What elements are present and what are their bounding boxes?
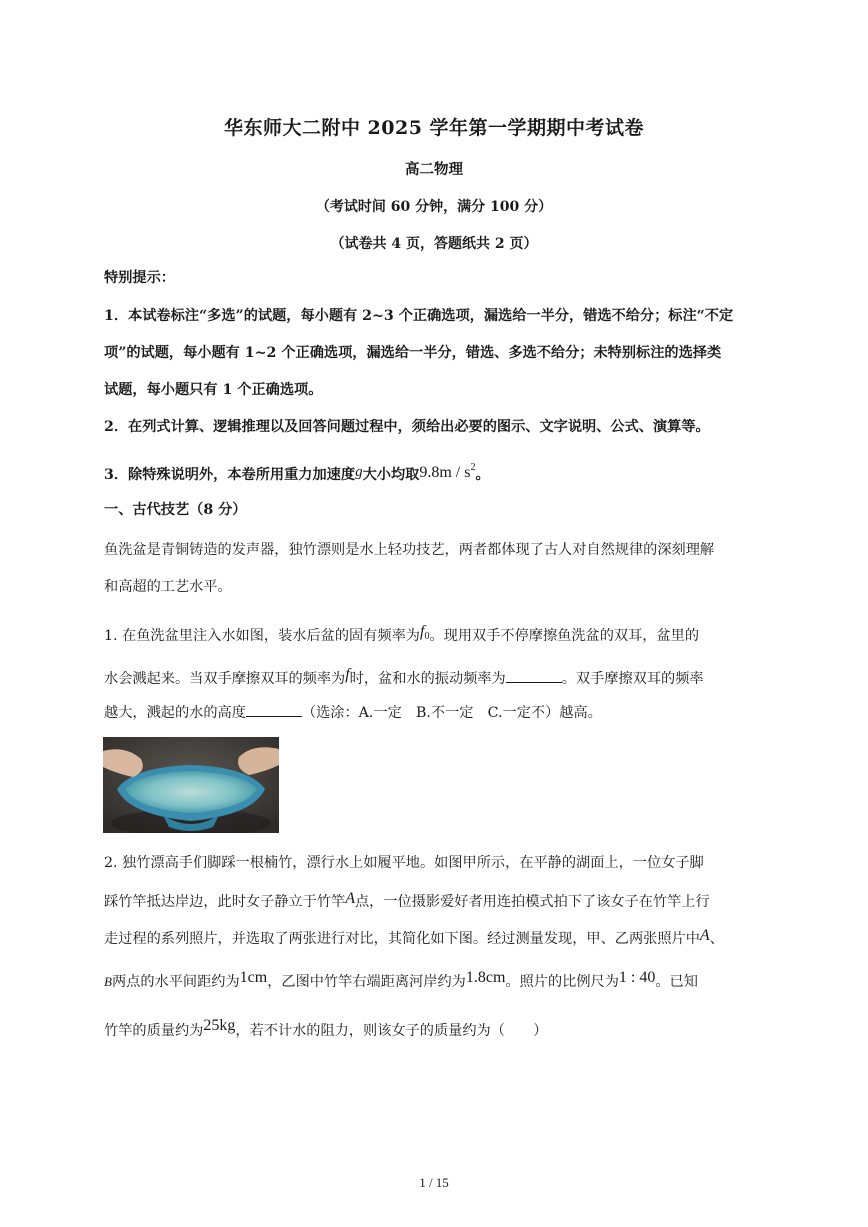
question-2-text-g: 。照片的比例尺为 <box>505 974 619 990</box>
question-2-line-5 <box>104 1016 784 1041</box>
question-1-text-g: （选涂：A.一定 B.不一定 C.一定不）越高。 <box>301 705 602 721</box>
bamboo-mass: 25kg <box>203 1017 236 1034</box>
time-info: （考试时间 60 分钟，满分 100 分） <box>315 199 553 215</box>
question-2-text-d: 、 <box>709 931 724 947</box>
notice-item-3-pre: 3．除特殊说明外，本卷所用重力加速度 <box>104 467 356 483</box>
question-2-text-a: 踩竹竿抵达岸边，此时女子静立于竹竿 <box>104 894 346 910</box>
question-1-text-f: 越大，溅起的水的高度 <box>104 705 246 721</box>
exam-title: 华东师大二附中 2025 学年第一学期期中考试卷 <box>223 117 645 139</box>
question-2-line-1: 2. 独竹漂高手们脚踩一根楠竹，漂行水上如履平地。如图甲所示，在平静的湖面上，一位女子脚 <box>104 855 704 871</box>
question-1-line-2 <box>104 665 784 689</box>
question-1-text-a: 1. 在鱼洗盆里注入水如图，装水后盆的固有频率为 <box>104 628 420 644</box>
section-1-intro-line-2: 和高超的工艺水平。 <box>104 579 232 595</box>
distance-to-shore: 1.8cm <box>465 969 506 986</box>
question-1-text-b: 。现用双手不停摩擦鱼洗盆的双耳，盆里的 <box>429 628 700 644</box>
question-2-text-c: 走过程的系列照片，并选取了两张进行对比，其简化如下图。经过测量发现，甲、乙两张照片中 <box>104 931 700 947</box>
rub-frequency-symbol: f <box>345 666 350 683</box>
notice-item-2: 2．在列式计算、逻辑推理以及回答问题过程中，须给出必要的图示、文字说明、公式、演算等。 <box>104 419 710 435</box>
notice-item-1-line-2: 项”的试题，每小题有 1~2 个正确选项，漏选给一半分，错选、多选不给分；未特别标注的选择类 <box>104 345 722 361</box>
question-2-text-h: 。已知 <box>655 974 698 990</box>
section-1-intro-line-1: 鱼洗盆是青铜铸造的发声器，独竹漂则是水上轻功技艺，两者都体现了古人对自然规律的深刻理解 <box>104 542 715 558</box>
question-1-text-c: 水会溅起来。当双手摩擦双耳的频率为 <box>104 671 346 687</box>
gravity-value-exponent: 2 <box>470 462 476 473</box>
gravity-symbol: g <box>355 464 363 480</box>
distance-ab: 1cm <box>239 969 268 986</box>
section-1-heading: 一、古代技艺（8 分） <box>104 502 247 518</box>
point-b-label: B <box>104 974 112 989</box>
question-1-text-e: 。双手摩擦双耳的频率 <box>561 671 704 687</box>
answer-blank-2[interactable] <box>246 702 302 717</box>
question-1-line-1 <box>104 622 784 647</box>
question-1-text-d: 时，盆和水的振动频率为 <box>349 671 506 687</box>
subject-title: 高二物理 <box>405 161 463 178</box>
question-2-text-b: 点，一位摄影爱好者用连拍模式拍下了该女子在竹竿上行 <box>354 894 710 910</box>
gravity-value <box>419 464 475 481</box>
photo-scale: 1 : 40 <box>618 969 656 986</box>
point-a-label: A <box>345 890 355 907</box>
page-number: 1 / 15 <box>419 1175 449 1190</box>
notice-item-1-line-1: 1．本试卷标注“多选”的试题，每小题有 2~3 个正确选项，漏选给一半分，错选不给分；标注“不定 <box>104 308 734 324</box>
fish-basin-photo <box>103 737 279 833</box>
notice-item-3 <box>104 458 784 485</box>
question-1-line-3 <box>104 702 784 723</box>
notice-item-1-line-3: 试题，每小题只有 1 个正确选项。 <box>104 382 323 398</box>
question-2-text-e: 两点的水平间距约为 <box>111 974 240 990</box>
point-a-label-2: A <box>699 927 710 944</box>
notice-item-3-mid: 大小均取 <box>362 467 420 483</box>
notice-item-3-end: 。 <box>475 467 490 483</box>
fish-basin-illustration <box>103 737 279 833</box>
answer-blank-1[interactable] <box>506 668 562 683</box>
natural-frequency-base: f <box>420 623 425 640</box>
pages-info: （试卷共 4 页，答题纸共 2 页） <box>330 236 538 252</box>
question-2-text-i: 竹竿的质量约为 <box>104 1023 204 1039</box>
question-2-text-f: ，乙图中竹竿右端距离河岸约为 <box>267 974 466 990</box>
notice-heading: 特别提示： <box>104 270 175 286</box>
natural-frequency-subscript: 0 <box>424 631 430 642</box>
question-2-line-4 <box>104 968 784 992</box>
question-2-line-2 <box>104 889 784 912</box>
gravity-value-text: 9.8m / s <box>419 464 471 481</box>
question-2-line-3 <box>104 926 784 949</box>
question-2-text-j: ，若不计水的阻力，则该女子的质量约为（ ） <box>235 1023 548 1039</box>
